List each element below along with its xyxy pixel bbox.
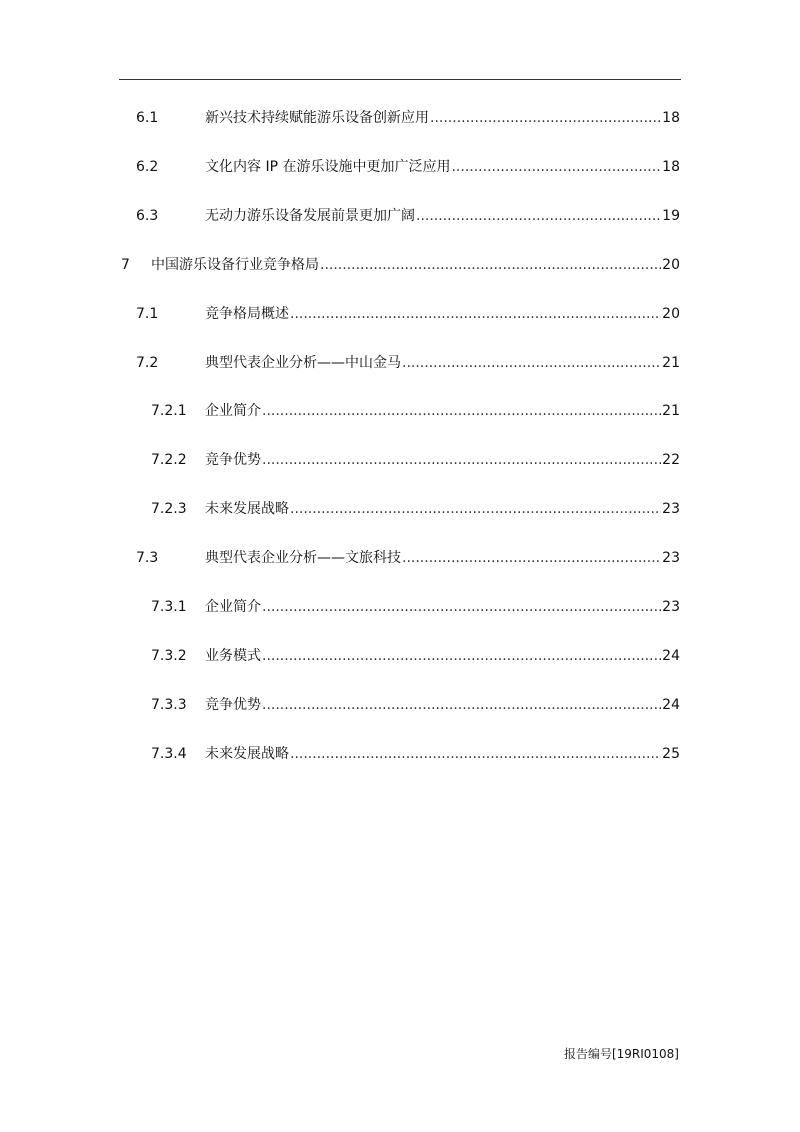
toc-entry[interactable] — [0, 400, 800, 422]
toc-entry-title: 新兴技术持续赋能游乐设备创新应用 — [205, 110, 429, 126]
toc-entry-title: 竞争格局概述 — [205, 305, 289, 322]
toc-entry[interactable] — [0, 596, 800, 618]
toc-entry-page: 18 — [662, 158, 680, 175]
toc-entry[interactable] — [0, 498, 800, 520]
report-code: 报告编号[19RI0108] — [563, 1047, 679, 1061]
toc-entry[interactable] — [0, 352, 800, 374]
toc-entry-number: 7.3.3 — [151, 696, 187, 713]
toc-entry[interactable] — [0, 205, 800, 227]
toc-dot-leader — [290, 743, 661, 765]
toc-entry-page: 23 — [662, 599, 680, 615]
toc-entry-title: 未来发展战略 — [205, 501, 289, 518]
toc-entry[interactable] — [0, 254, 800, 276]
toc-entry-number: 7 — [121, 256, 130, 273]
header-rule — [119, 79, 681, 80]
toc-entry-number: 7.2.2 — [151, 452, 187, 469]
toc-entry-page: 25 — [662, 745, 680, 762]
toc-dot-leader — [290, 303, 661, 325]
toc-entry-number: 6.3 — [136, 207, 159, 224]
toc-entry-page: 19 — [662, 207, 680, 224]
toc-entry-page: 22 — [662, 452, 680, 469]
toc-dot-leader — [262, 645, 661, 667]
toc-dot-leader — [430, 107, 661, 129]
toc-entry-title: 典型代表企业分析——中山金马 — [205, 354, 401, 371]
toc-entry[interactable] — [0, 547, 800, 569]
toc-entry[interactable] — [0, 449, 800, 471]
toc-entry-title: 企业简介 — [205, 403, 261, 420]
toc-dot-leader — [290, 498, 661, 520]
toc-entry-title: 企业简介 — [205, 599, 261, 615]
toc-entry[interactable] — [0, 743, 800, 765]
toc-entry-title: 业务模式 — [205, 647, 261, 664]
toc-entry-number: 7.3.4 — [151, 745, 187, 762]
toc-dot-leader — [320, 254, 661, 276]
toc-dot-leader — [262, 596, 661, 618]
toc-entry-page: 24 — [662, 647, 680, 664]
toc-entry-page: 18 — [662, 110, 680, 126]
toc-dot-leader — [262, 400, 661, 422]
toc-entry-number: 6.2 — [136, 158, 159, 175]
toc-entry-title: 文化内容 IP 在游乐设施中更加广泛应用 — [205, 158, 451, 175]
toc-dot-leader — [262, 694, 661, 716]
toc-entry-number: 7.2.1 — [151, 403, 187, 420]
toc-entry-title: 竞争优势 — [205, 452, 261, 469]
toc-entry[interactable] — [0, 694, 800, 716]
toc-entry-number: 7.3 — [136, 550, 159, 567]
toc-entry-title: 竞争优势 — [205, 696, 261, 713]
toc-dot-leader — [451, 156, 661, 178]
toc-entry-number: 7.1 — [136, 305, 159, 322]
toc-dot-leader — [402, 352, 661, 374]
toc-entry-page: 20 — [662, 256, 680, 273]
toc-entry-title: 无动力游乐设备发展前景更加广阔 — [205, 207, 415, 224]
toc-entry-number: 7.2.3 — [151, 501, 187, 518]
toc-entry[interactable] — [0, 645, 800, 667]
toc-entry-page: 21 — [662, 354, 680, 371]
toc-dot-leader — [416, 205, 661, 227]
toc-entry-page: 21 — [662, 403, 680, 420]
toc-entry-number: 7.2 — [136, 354, 159, 371]
toc-entry-title: 中国游乐设备行业竞争格局 — [151, 256, 319, 273]
toc-dot-leader — [402, 547, 661, 569]
toc-entry-number: 7.3.1 — [151, 599, 187, 615]
toc-entry-page: 24 — [662, 696, 680, 713]
toc-entry-page: 23 — [662, 501, 680, 518]
toc-entry-page: 23 — [662, 550, 680, 567]
toc-entry-title: 未来发展战略 — [205, 745, 289, 762]
toc-entry[interactable] — [0, 107, 800, 129]
toc-entry-number: 7.3.2 — [151, 647, 187, 664]
toc-entry[interactable] — [0, 156, 800, 178]
toc-dot-leader — [262, 449, 661, 471]
toc-entry-number: 6.1 — [136, 110, 159, 126]
toc-entry-page: 20 — [662, 305, 680, 322]
toc-entry[interactable] — [0, 303, 800, 325]
toc-entry-title: 典型代表企业分析——文旅科技 — [205, 550, 401, 567]
